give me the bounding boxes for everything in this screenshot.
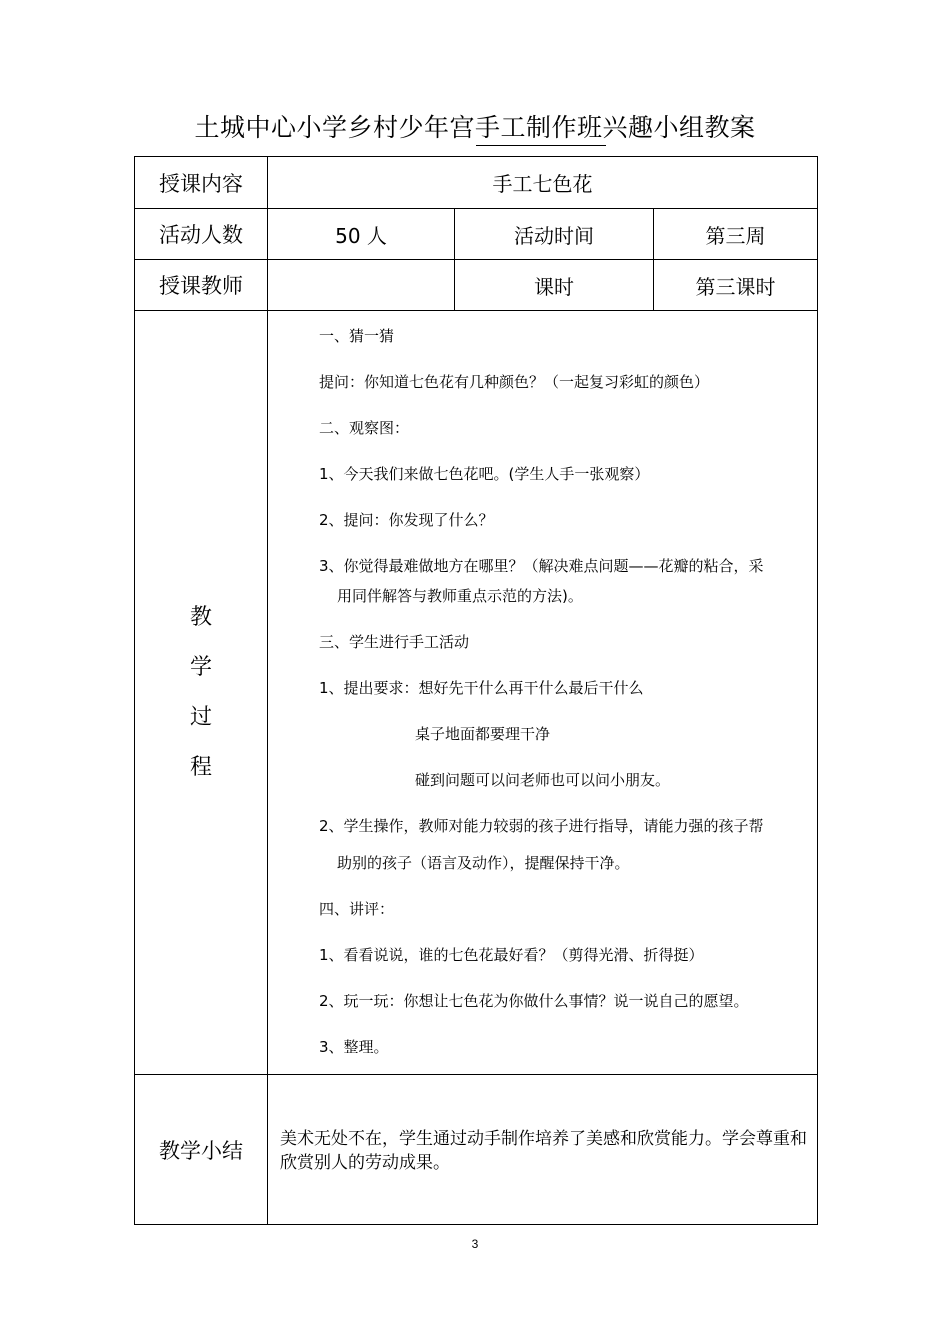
process-line: 1、今天我们来做七色花吧。(学生人手一张观察） (319, 465, 650, 483)
label-summary: 教学小结 (135, 1075, 268, 1225)
process-line: 3、整理。 (319, 1038, 389, 1056)
process-line: 提问：你知道七色花有几种颜色？（一起复习彩虹的颜色） (319, 373, 710, 391)
process-line: 助别的孩子（语言及动作），提醒保持干净。 (337, 854, 630, 872)
row-teacher (135, 260, 818, 311)
process-line: 用同伴解答与教师重点示范的方法)。 (337, 587, 583, 605)
label-activity-time: 活动时间 (455, 209, 654, 260)
label-teacher: 授课教师 (135, 260, 268, 311)
process-label-char: 学 (189, 654, 212, 680)
process-line: 一、猜一猜 (319, 327, 395, 345)
value-participants: 50 人 (268, 209, 455, 260)
process-label-char: 程 (189, 754, 212, 780)
process-line: 1、提出要求：想好先干什么再干什么最后干什么 (319, 679, 644, 697)
value-class-hours: 第三课时 (654, 260, 818, 311)
process-line: 四、讲评： (319, 900, 395, 918)
title-underline (476, 145, 606, 146)
process-line: 二、观察图： (319, 419, 410, 437)
document-title: 土城中心小学乡村少年宫手工制作班兴趣小组教案 (194, 113, 756, 142)
right-border-rule (817, 156, 818, 1225)
row-participants (135, 209, 818, 260)
process-line: 2、玩一玩：你想让七色花为你做什么事情？说一说自己的愿望。 (319, 992, 749, 1010)
page-number: 3 (471, 1237, 479, 1251)
teaching-process-content (268, 311, 818, 1075)
value-teacher (268, 260, 455, 311)
value-activity-time: 第三周 (654, 209, 818, 260)
process-line: 三、学生进行手工活动 (319, 633, 470, 651)
process-line: 2、提问：你发现了什么？ (319, 511, 494, 529)
process-line: 2、学生操作，教师对能力较弱的孩子进行指导，请能力强的孩子帮 (319, 817, 764, 835)
label-teaching-process (135, 311, 268, 1075)
row-process (135, 311, 818, 1075)
summary-text: 美术无处不在，学生通过动手制作培养了美感和欣赏能力。学会尊重和欣赏别人的劳动成果。 (268, 1075, 818, 1225)
label-class-hours: 课时 (455, 260, 654, 311)
lesson-plan-table (134, 156, 818, 1225)
process-line: 桌子地面都要理干净 (415, 725, 551, 743)
label-content: 授课内容 (135, 157, 268, 209)
value-content: 手工七色花 (268, 157, 818, 209)
row-content (135, 157, 818, 209)
label-participants: 活动人数 (135, 209, 268, 260)
process-line: 碰到问题可以问老师也可以问小朋友。 (415, 771, 671, 789)
process-line: 3、你觉得最难做地方在哪里？（解决难点问题——花瓣的粘合，采 (319, 557, 764, 575)
process-label-char: 过 (189, 704, 212, 730)
process-label-char: 教 (189, 604, 212, 630)
process-line: 1、看看说说，谁的七色花最好看？（剪得光滑、折得挺） (319, 946, 704, 964)
row-summary (135, 1075, 818, 1225)
